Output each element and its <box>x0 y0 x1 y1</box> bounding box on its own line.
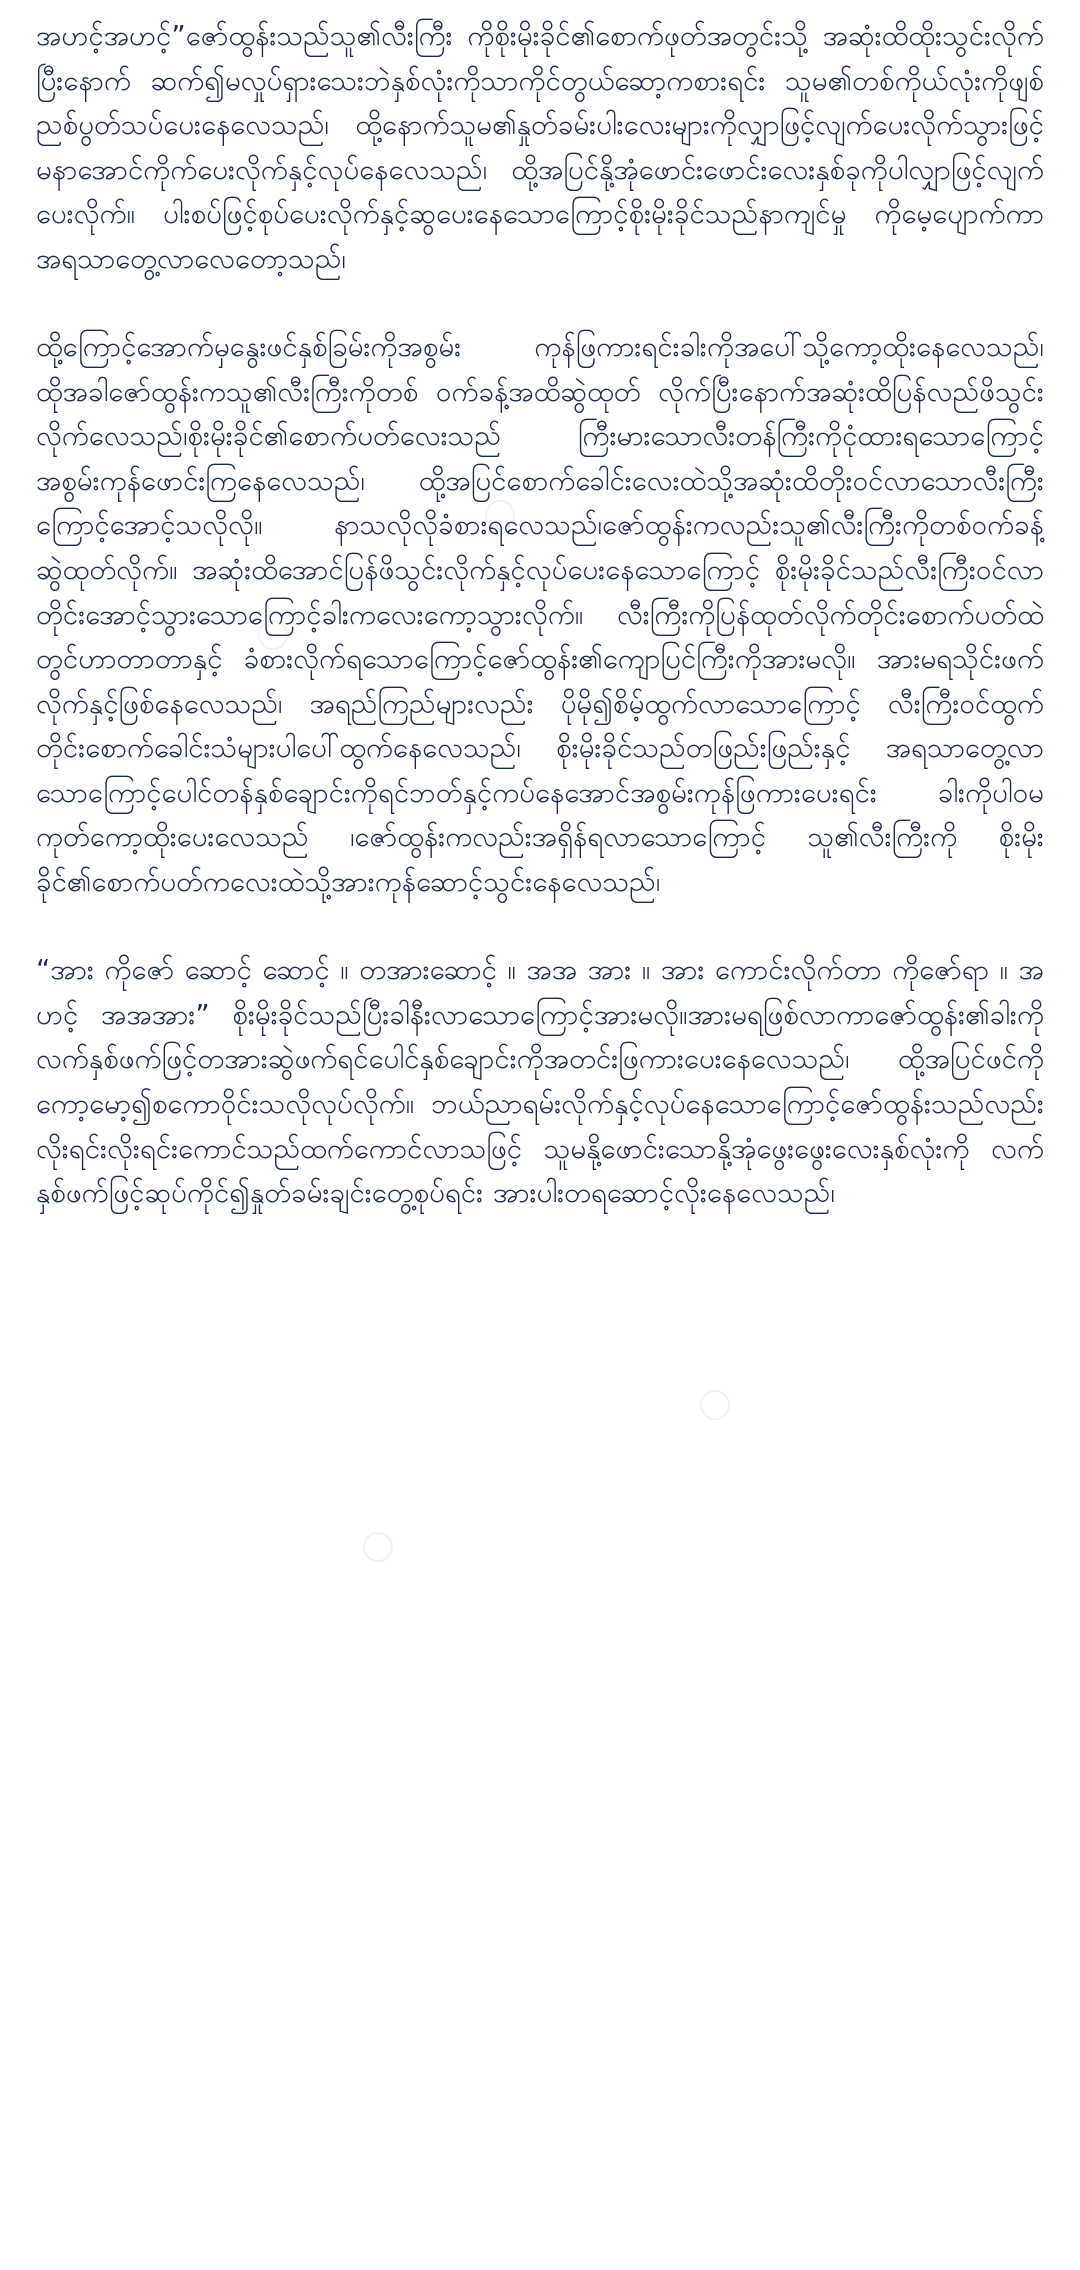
watermark-circle-icon <box>700 1390 730 1420</box>
body-paragraph: “အား ကိုဇော် ဆောင့် ဆောင့် ။ တအားဆောင့် ။ အအ အား ။ အား ကောင်းလိုက်တာ ကိုဇော်ရာ ။ အဟင့် အအအား” စိုးမိုးခိုင်သည်ပြီးခါနီးလာသောကြောင့်အားမလို။အားမရဖြစ်လာကာဇော်ထွန်း၏ခါးကိုလက်နှစ်ဖက်ဖြင့်တအားဆွဲဖက်ရင်ပေါင်နှစ်ချောင်းကိုအတင်းဖြကားပေးနေလေသည်၊ ထို့အပြင်ဖင်ကိုကော့မော့၍စကောဝိုင်းသလိုလုပ်လိုက်။ ဘယ်ညာရမ်းလိုက်နှင့်လုပ်နေသောကြောင့်ဇော်ထွန်းသည်လည်းလိုးရင်းလိုးရင်းကောင်သည်ထက်ကောင်လာသဖြင့် သူမနို့ဖောင်းသောနို့အုံဖွေးဖွေးလေးနှစ်လုံးကို လက်နှစ်ဖက်ဖြင့်ဆုပ်ကိုင်၍နှုတ်ခမ်းချင်းတွေ့စုပ်ရင်း အားပါးတရဆောင့်လိုးနေလေသည်၊ <box>36 954 1044 1210</box>
body-paragraph: အဟင့်အဟင့်”ဇော်ထွန်းသည်သူ၏လီးကြီး ကိုစိုးမိုးခိုင်၏စောက်ဖုတ်အတွင်းသို့ အဆုံးထိထိုးသွင်းလိုက်ပြီးနောက် ဆက်၍မလှုပ်ရှားသေးဘဲနှစ်လုံးကိုသာကိုင်တွယ်ဆော့ကစားရင်း သူမ၏တစ်ကိုယ်လုံးကိုဖျစ်ညစ်ပွတ်သပ်ပေးနေလေသည်၊ ထို့နောက်သူမ၏နှုတ်ခမ်းပါးလေးများကိုလျှာဖြင့်လျက်ပေးလိုက်သွားဖြင့် မနာအောင်ကိုက်ပေးလိုက်နှင့်လုပ်နေလေသည်၊ ထို့အပြင်နို့အုံဖောင်းဖောင်းလေးနှစ်ခုကိုပါလျှာဖြင့်လျက်ပေးလိုက်။ ပါးစပ်ဖြင့်စုပ်ပေးလိုက်နှင့်ဆွပေးနေသောကြောင့်စိုးမိုးခိုင်သည်နာကျင်မှု ကိုမေ့ပျောက်ကာအရသာတွေ့လာလေတော့သည်၊ <box>36 20 1044 275</box>
body-paragraph: ထို့ကြောင့်အောက်မှနွေးဖင်နှစ်ခြမ်းကိုအစွမ်း ကုန်ဖြကားရင်းခါးကိုအပေါ်သို့ကော့ထိုးနေလေသည်၊ ထိုအခါဇော်ထွန်းကသူ၏လီးကြီးကိုတစ် ဝက်ခန့်အထိဆွဲထုတ် လိုက်ပြီးနောက်အဆုံးထိပြန်လည်ဖိသွင်းလိုက်လေသည်၊စိုးမိုးခိုင်၏စောက်ပတ်လေးသည် ကြီးမားသောလီးတန်ကြီးကိုငုံထားရသောကြောင့်အစွမ်းကုန်ဖောင်းကြနေလေသည်၊ ထို့အပြင်စောက်ခေါင်းလေးထဲသို့အဆုံးထိတိုးဝင်လာသောလီးကြီးကြောင့်အောင့်သလိုလို။ နာသလိုလိုခံစားရလေသည်၊ဇော်ထွန်းကလည်းသူ၏လီးကြီးကိုတစ်ဝက်ခန့်ဆွဲထုတ်လိုက်။ အဆုံးထိအောင်ပြန်ဖိသွင်းလိုက်နှင့်လုပ်ပေးနေသောကြောင့် စိုးမိုးခိုင်သည်လီးကြီးဝင်လာတိုင်းအောင့်သွားသောကြောင့်ခါးကလေးကော့သွားလိုက်။ လီးကြီးကိုပြန်ထုတ်လိုက်တိုင်းစောက်ပတ်ထဲတွင်ဟာတာတာနှင့် ခံစားလိုက်ရသောကြောင့်ဇော်ထွန်း၏ကျောပြင်ကြီးကိုအားမလို။ အားမရသိုင်းဖက်လိုက်နှင့်ဖြစ်နေလေသည်၊ အရည်ကြည်များလည်း ပိုမို၍စိမ့်ထွက်လာသောကြောင့် လီးကြီးဝင်ထွက် တိုင်းစောက်ခေါင်းသံများပါပေါ်ထွက်နေလေသည်၊ စိုးမိုးခိုင်သည်တဖြည်းဖြည်းနှင့် အရသာတွေ့လာသောကြောင့်ပေါင်တန်နှစ်ချောင်းကိုရင်ဘတ်နှင့်ကပ်နေအောင်အစွမ်းကုန်ဖြကားပေးရင်း ခါးကိုပါဝမကုတ်ကော့ထိုးပေးလေသည် ၊ဇော်ထွန်းကလည်းအရှိန်ရလာသောကြောင့် သူ၏လီးကြီးကို စိုးမိုးခိုင်၏စောက်ပတ်ကလေးထဲသို့အားကုန်ဆောင့်သွင်းနေလေသည်၊ <box>36 331 1044 898</box>
watermark-circle-icon <box>363 1532 393 1562</box>
